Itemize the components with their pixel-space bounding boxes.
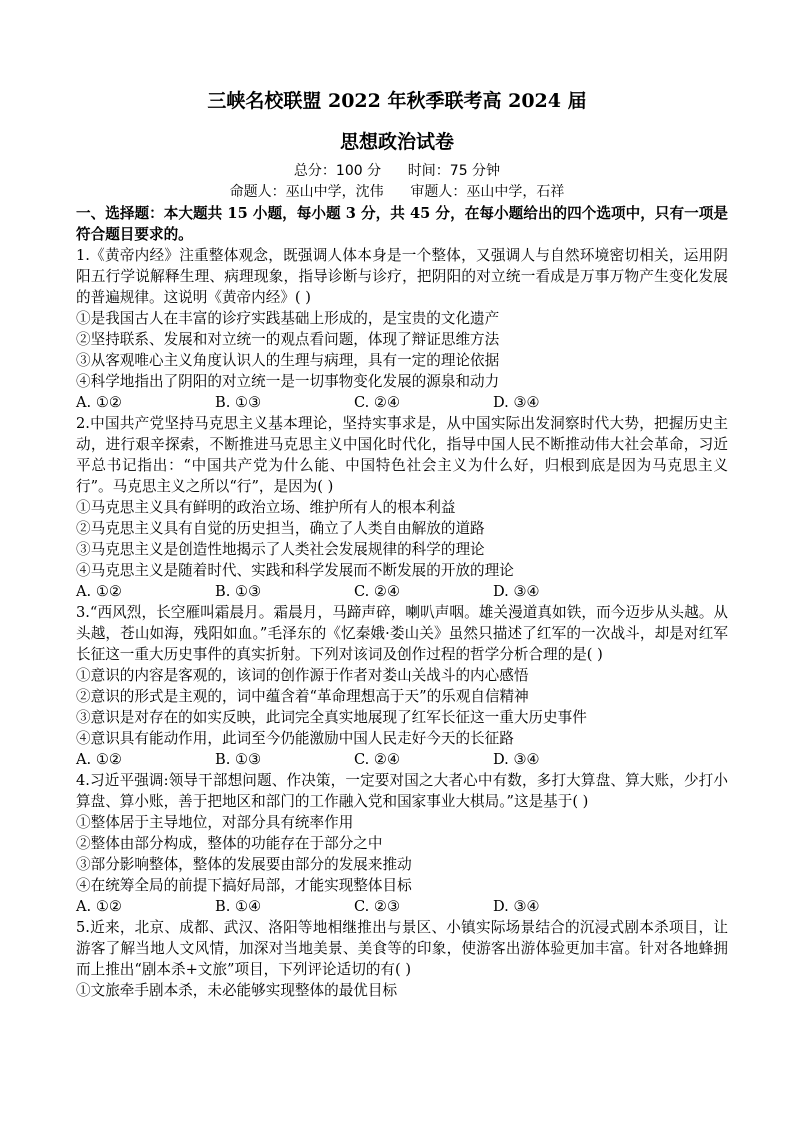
choice-a: A. ①②	[76, 898, 122, 915]
choice-c: C. ②④	[354, 583, 401, 600]
choice-a: A. ①②	[76, 583, 122, 600]
option-line: ①马克思主义具有鲜明的政治立场、维护所有人的根本利益	[76, 499, 456, 516]
option-line: ①文旅牵手剧本杀，未必能够实现整体的最优目标	[76, 982, 398, 999]
choice-a: A. ①②	[76, 751, 122, 768]
choice-d: D. ③④	[493, 583, 540, 600]
option-line: ④意识具有能动作用，此词至今仍能激励中国人民走好今天的长征路	[76, 730, 514, 747]
question-5	[76, 917, 728, 1001]
option-line: ④在统筹全局的前提下搞好局部，才能实现整体目标	[76, 877, 412, 894]
exam-subtitle: 思想政治试卷	[339, 131, 454, 153]
option-line: ③马克思主义是创造性地揭示了人类社会发展规律的科学的理论	[76, 541, 485, 558]
option-line: ①整体居于主导地位，对部分具有统率作用	[76, 814, 354, 831]
exam-title: 三峡名校联盟 2022 年秋季联考高 2024 届	[207, 90, 587, 112]
option-line: ④马克思主义是随着时代、实践和科学发展而不断发展的开放的理论	[76, 562, 514, 579]
answer-choices	[76, 896, 728, 917]
choice-b: B. ①④	[215, 898, 262, 915]
authors-line: 命题人：巫山中学，沈伟 审题人：巫山中学，石祥	[229, 184, 565, 200]
choice-c: C. ②④	[354, 394, 401, 411]
option-line: ③部分影响整体，整体的发展要由部分的发展来推动	[76, 856, 412, 873]
option-line: ①是我国古人在丰富的诊疗实践基础上形成的，是宝贵的文化遗产	[76, 310, 500, 327]
question-1	[76, 245, 728, 413]
choice-c: C. ②③	[354, 898, 401, 915]
choice-b: B. ①③	[215, 583, 262, 600]
question-2	[76, 413, 728, 602]
choice-a: A. ①②	[76, 394, 122, 411]
option-line: ②意识的形式是主观的，词中蕴含着“革命理想高于天”的乐观自信精神	[76, 688, 529, 705]
choice-d: D. ③④	[493, 394, 540, 411]
option-line: ②整体由部分构成，整体的功能存在于部分之中	[76, 835, 383, 852]
exam-body	[76, 203, 728, 1001]
answer-choices	[76, 392, 728, 413]
answer-choices	[76, 581, 728, 602]
answer-choices	[76, 749, 728, 770]
question-3	[76, 602, 728, 770]
option-line: ②马克思主义具有自觉的历史担当，确立了人类自由解放的道路	[76, 520, 485, 537]
question-stem: 5.近来，北京、成都、武汉、洛阳等地相继推出与景区、小镇实际场景结合的沉浸式剧本杀项目，让游客了解当地人文风情，加深对当地美景、美食等的印象，使游客出游体验更加丰富。针对各地蜂拥而上推出“剧本杀+文旅”项目，下列评论适切的有( )	[76, 919, 728, 978]
question-stem: 1.《黄帝内经》注重整体观念，既强调人体本身是一个整体，又强调人与自然环境密切相关，运用阴阳五行学说解释生理、病理现象，指导诊断与诊疗，把阴阳的对立统一看成是万事万物产生变化发展的普遍规律。这说明《黄帝内经》( )	[76, 247, 728, 306]
question-stem: 4.习近平强调:领导干部想问题、作决策，一定要对国之大者心中有数，多打大算盘、算大账，少打小算盘、算小账，善于把地区和部门的工作融入党和国家事业大棋局。”这是基于( )	[76, 772, 728, 810]
option-line: ③从客观唯心主义角度认识人的生理与病理，具有一定的理论依据	[76, 352, 500, 369]
choice-d: D. ③④	[493, 751, 540, 768]
choice-d: D. ③④	[493, 898, 540, 915]
section-heading: 一、选择题：本大题共 15 小题，每小题 3 分，共 45 分，在每小题给出的四个选项中，只有一项是符合题目要求的。	[76, 205, 728, 243]
choice-c: C. ②④	[354, 751, 401, 768]
choice-b: B. ①③	[215, 751, 262, 768]
option-line: ③意识是对存在的如实反映，此词完全真实地展现了红军长征这一重大历史事件	[76, 709, 587, 726]
option-line: ①意识的内容是客观的，该词的创作源于作者对娄山关战斗的内心感悟	[76, 667, 529, 684]
option-line: ②坚持联系、发展和对立统一的观点看问题，体现了辩证思维方法	[76, 331, 500, 348]
score-time-line: 总分：100 分 时间：75 分钟	[293, 163, 501, 179]
question-stem: 3.“西风烈，长空雁叫霜晨月。霜晨月，马蹄声碎，喇叭声咽。雄关漫道真如铁，而今迈步从头越。从头越，苍山如海，残阳如血。”毛泽东的《忆秦娥·娄山关》虽然只描述了红军的一次战斗，却是对红军长征这一重大历史事件的真实折射。下列对该词及创作过程的哲学分析合理的是( )	[76, 604, 728, 663]
question-stem: 2.中国共产党坚持马克思主义基本理论，坚持实事求是，从中国实际出发洞察时代大势，把握历史主动，进行艰辛探索，不断推进马克思主义中国化时代化，指导中国人民不断推动伟大社会革命，习近平总书记指出：“中国共产党为什么能、中国特色社会主义为什么好，归根到底是因为马克思主义行”。马克思主义之所以“行”，是因为( )	[76, 415, 728, 495]
option-line: ④科学地指出了阴阳的对立统一是一切事物变化发展的源泉和动力	[76, 373, 500, 390]
question-4	[76, 770, 728, 917]
choice-b: B. ①③	[215, 394, 262, 411]
